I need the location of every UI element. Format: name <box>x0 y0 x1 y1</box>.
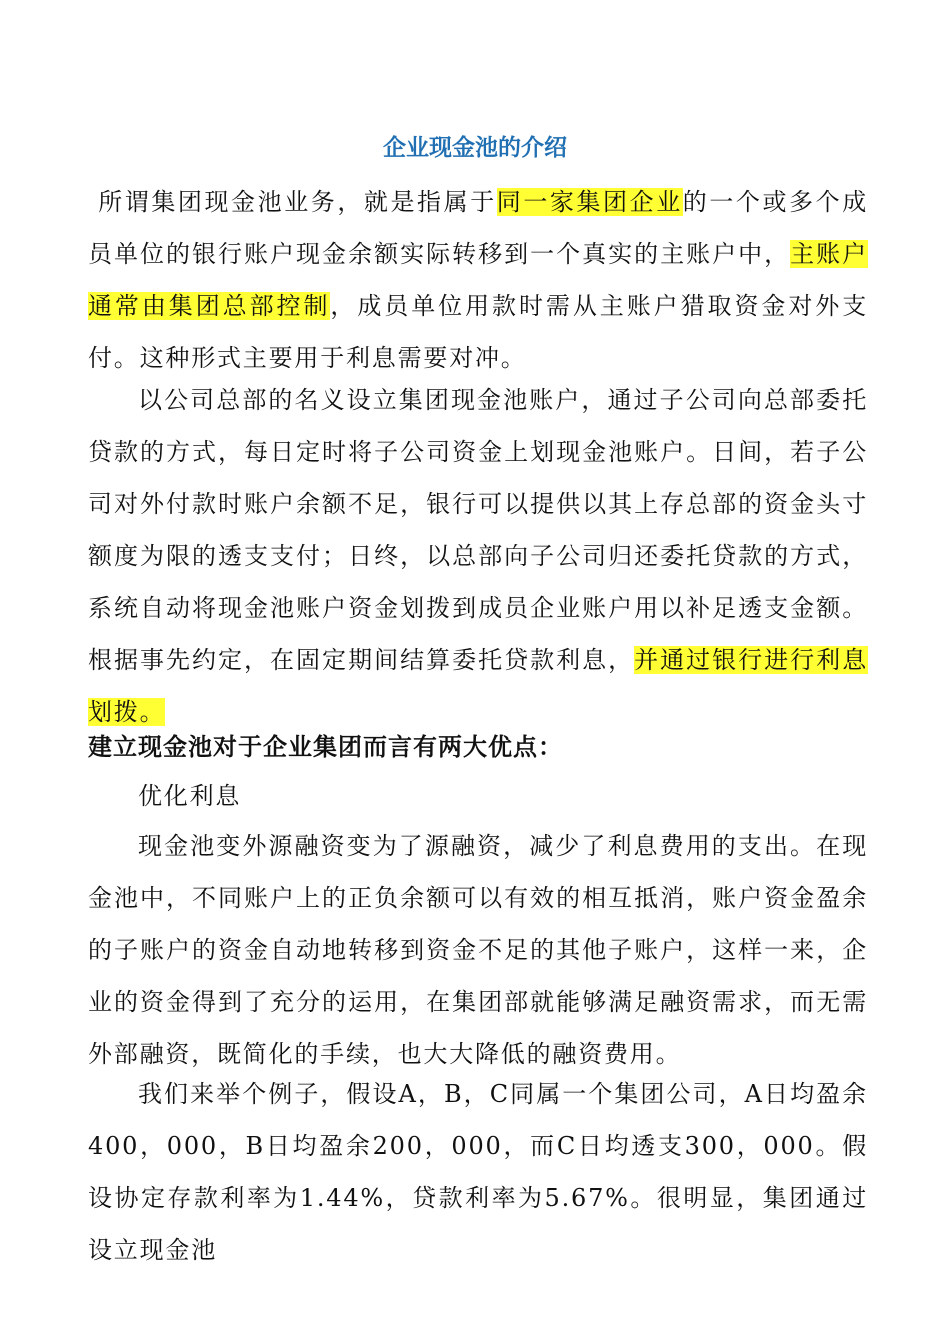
highlight-interest-transfer: 并通过银行进行利息划拨。 <box>88 646 868 726</box>
paragraph-text: 我们来举个例子，假设A，B，C同属一个集团公司，A日均盈余400，000，B日均盈余200，000，而C日均透支300，000。假设协定存款利率为1.44%，贷款利率为5.67%。很明显，集团通过设立现金池 <box>88 1080 868 1264</box>
paragraph-example <box>88 1068 868 1276</box>
text-span: 的一个或多个成员单位的银行账户现金余额实际转移到一个真实的主账户中， <box>88 188 868 268</box>
text-span: 以公司总部的名义设立集团现金池账户，通过子公司向总部委托贷款的方式，每日定时将子公司资金上划现金池账户。日间，若子公司对外付款时账户余额不足，银行可以提供以其上存总部的资金头寸额度为限的透支支付；日终，以总部向子公司归还委托贷款的方式，系统自动将现金池账户资金划拨到成员企业账户用以补足透支金额。根据事先约定，在固定期间结算委托贷款利息， <box>88 386 868 674</box>
section-heading: 建立现金池对于企业集团而言有两大优点： <box>88 733 563 761</box>
document-title: 企业现金池的介绍 <box>383 135 567 161</box>
paragraph-definition <box>88 176 868 384</box>
text-span: 所谓集团现金池业务，就是指属于 <box>98 188 497 216</box>
highlight-same-group: 同一家集团企业 <box>496 188 683 216</box>
text-span: ，成员单位用款时需从主账户猎取资金对外支付。这种形式主要用于利息需要对冲。 <box>88 292 868 372</box>
paragraph-text: 现金池变外源融资变为了源融资，减少了利息费用的支出。在现金池中，不同账户上的正负余额可以有效的相互抵消，账户资金盈余的子账户的资金自动地转移到资金不足的其他子账户，这样一来，企业的资金得到了充分的运用，在集团部就能够满足融资需求，而无需外部融资，既简化的手续，也大大降低的融资费用。 <box>88 832 868 1068</box>
highlight-main-account: 主账户通常由集团总部控制 <box>88 240 868 320</box>
paragraph-mechanism <box>88 374 868 738</box>
subheading-optimize-interest: 优化利息 <box>138 782 242 810</box>
paragraph-optimize-interest <box>88 820 868 1080</box>
